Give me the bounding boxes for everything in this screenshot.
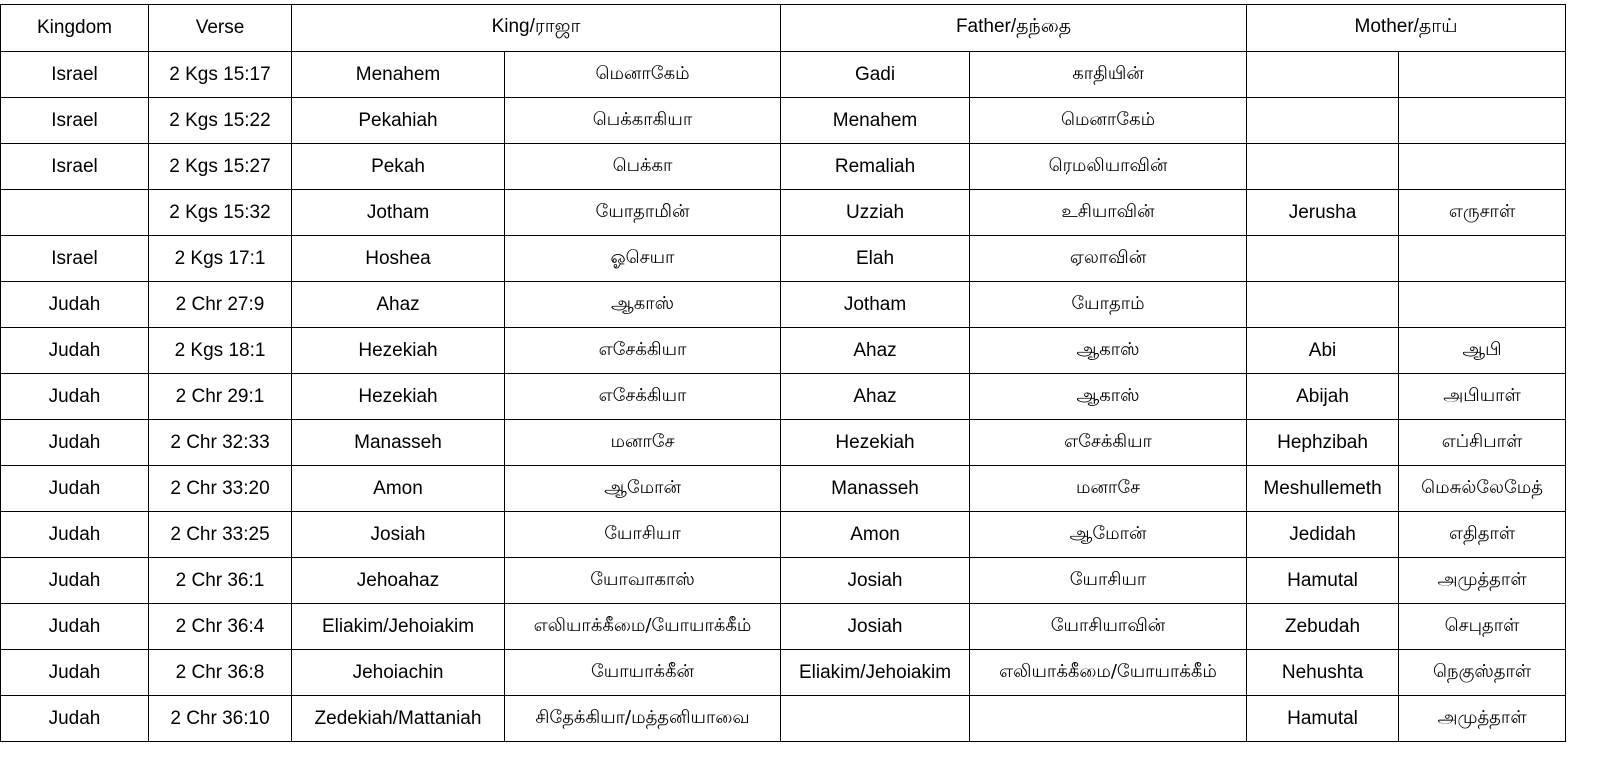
father-tamil-cell: ஆகாஸ் bbox=[970, 328, 1247, 374]
king-english-cell: Hezekiah bbox=[292, 328, 505, 374]
father-english-cell: Jotham bbox=[781, 282, 970, 328]
kings-table bbox=[0, 4, 1566, 742]
mother-tamil-cell: எருசாள் bbox=[1399, 190, 1566, 236]
father-tamil-cell: ஆகாஸ் bbox=[970, 374, 1247, 420]
king-tamil-cell: யோயாக்கீன் bbox=[505, 650, 781, 696]
verse-cell: 2 Chr 36:1 bbox=[149, 558, 292, 604]
father-tamil-cell: ரெமலியாவின் bbox=[970, 144, 1247, 190]
kingdom-cell: Judah bbox=[1, 282, 149, 328]
father-english-cell: Hezekiah bbox=[781, 420, 970, 466]
father-tamil-cell: எலியாக்கீமை/யோயாக்கீம் bbox=[970, 650, 1247, 696]
father-english-cell: Eliakim/Jehoiakim bbox=[781, 650, 970, 696]
kingdom-cell: Judah bbox=[1, 696, 149, 742]
father-english-cell: Uzziah bbox=[781, 190, 970, 236]
king-english-cell: Menahem bbox=[292, 52, 505, 98]
father-english-cell: Menahem bbox=[781, 98, 970, 144]
king-tamil-cell: எசேக்கியா bbox=[505, 328, 781, 374]
verse-cell: 2 Kgs 15:17 bbox=[149, 52, 292, 98]
father-english-cell: Remaliah bbox=[781, 144, 970, 190]
king-tamil-cell: யோசியா bbox=[505, 512, 781, 558]
father-tamil-cell: உசியாவின் bbox=[970, 190, 1247, 236]
father-tamil-cell: ஆமோன் bbox=[970, 512, 1247, 558]
mother-tamil-cell bbox=[1399, 98, 1566, 144]
header-verse: Verse bbox=[149, 5, 292, 52]
king-tamil-cell: ஆமோன் bbox=[505, 466, 781, 512]
father-tamil-cell: யோசியா bbox=[970, 558, 1247, 604]
king-tamil-cell: பெக்கா bbox=[505, 144, 781, 190]
verse-cell: 2 Kgs 17:1 bbox=[149, 236, 292, 282]
king-english-cell: Amon bbox=[292, 466, 505, 512]
king-english-cell: Josiah bbox=[292, 512, 505, 558]
mother-english-cell bbox=[1247, 282, 1399, 328]
mother-english-cell: Jerusha bbox=[1247, 190, 1399, 236]
kingdom-cell: Israel bbox=[1, 52, 149, 98]
kingdom-cell: Judah bbox=[1, 650, 149, 696]
father-english-cell: Manasseh bbox=[781, 466, 970, 512]
verse-cell: 2 Kgs 15:32 bbox=[149, 190, 292, 236]
king-english-cell: Jotham bbox=[292, 190, 505, 236]
father-tamil-cell: எசேக்கியா bbox=[970, 420, 1247, 466]
table-row bbox=[1, 420, 1566, 466]
father-tamil-cell: யோசியாவின் bbox=[970, 604, 1247, 650]
king-english-cell: Zedekiah/Mattaniah bbox=[292, 696, 505, 742]
father-english-cell bbox=[781, 696, 970, 742]
mother-tamil-cell: எப்சிபாள் bbox=[1399, 420, 1566, 466]
father-english-cell: Josiah bbox=[781, 558, 970, 604]
king-tamil-cell: யோதாமின் bbox=[505, 190, 781, 236]
father-english-cell: Ahaz bbox=[781, 374, 970, 420]
king-english-cell: Hoshea bbox=[292, 236, 505, 282]
verse-cell: 2 Chr 29:1 bbox=[149, 374, 292, 420]
table-row bbox=[1, 466, 1566, 512]
mother-tamil-cell: அமுத்தாள் bbox=[1399, 558, 1566, 604]
mother-tamil-cell: ஆபி bbox=[1399, 328, 1566, 374]
father-english-cell: Josiah bbox=[781, 604, 970, 650]
mother-tamil-cell: அபியாள் bbox=[1399, 374, 1566, 420]
king-english-cell: Hezekiah bbox=[292, 374, 505, 420]
mother-english-cell: Hamutal bbox=[1247, 558, 1399, 604]
kingdom-cell: Judah bbox=[1, 512, 149, 558]
mother-english-cell bbox=[1247, 52, 1399, 98]
mother-english-cell bbox=[1247, 236, 1399, 282]
mother-english-cell: Nehushta bbox=[1247, 650, 1399, 696]
king-english-cell: Jehoiachin bbox=[292, 650, 505, 696]
king-english-cell: Jehoahaz bbox=[292, 558, 505, 604]
father-english-cell: Ahaz bbox=[781, 328, 970, 374]
mother-tamil-cell: எதிதாள் bbox=[1399, 512, 1566, 558]
kingdom-cell: Judah bbox=[1, 328, 149, 374]
table-row bbox=[1, 236, 1566, 282]
table-body bbox=[1, 52, 1566, 742]
mother-tamil-cell bbox=[1399, 144, 1566, 190]
mother-tamil-cell: நெகுஸ்தாள் bbox=[1399, 650, 1566, 696]
verse-cell: 2 Chr 33:25 bbox=[149, 512, 292, 558]
table-header bbox=[1, 5, 1566, 52]
table-row bbox=[1, 328, 1566, 374]
verse-cell: 2 Kgs 15:22 bbox=[149, 98, 292, 144]
verse-cell: 2 Chr 36:4 bbox=[149, 604, 292, 650]
mother-tamil-cell bbox=[1399, 52, 1566, 98]
table-row bbox=[1, 374, 1566, 420]
table-row bbox=[1, 696, 1566, 742]
king-english-cell: Pekah bbox=[292, 144, 505, 190]
mother-tamil-cell: செபுதாள் bbox=[1399, 604, 1566, 650]
table-row bbox=[1, 144, 1566, 190]
father-tamil-cell: காதியின் bbox=[970, 52, 1247, 98]
table-row bbox=[1, 190, 1566, 236]
table-row bbox=[1, 650, 1566, 696]
mother-english-cell: Zebudah bbox=[1247, 604, 1399, 650]
kingdom-cell: Judah bbox=[1, 558, 149, 604]
mother-tamil-cell bbox=[1399, 236, 1566, 282]
table-row bbox=[1, 604, 1566, 650]
kingdom-cell: Israel bbox=[1, 144, 149, 190]
table-row bbox=[1, 98, 1566, 144]
verse-cell: 2 Kgs 18:1 bbox=[149, 328, 292, 374]
kings-table-container bbox=[0, 4, 1566, 742]
verse-cell: 2 Chr 36:8 bbox=[149, 650, 292, 696]
father-tamil-cell: மெனாகேம் bbox=[970, 98, 1247, 144]
table-row bbox=[1, 512, 1566, 558]
king-tamil-cell: பெக்காகியா bbox=[505, 98, 781, 144]
kingdom-cell: Judah bbox=[1, 420, 149, 466]
king-tamil-cell: எசேக்கியா bbox=[505, 374, 781, 420]
king-english-cell: Ahaz bbox=[292, 282, 505, 328]
verse-cell: 2 Chr 27:9 bbox=[149, 282, 292, 328]
kingdom-cell: Judah bbox=[1, 374, 149, 420]
header-row bbox=[1, 5, 1566, 52]
mother-english-cell: Abijah bbox=[1247, 374, 1399, 420]
mother-english-cell: Jedidah bbox=[1247, 512, 1399, 558]
header-kingdom: Kingdom bbox=[1, 5, 149, 52]
kingdom-cell bbox=[1, 190, 149, 236]
mother-tamil-cell: அமுத்தாள் bbox=[1399, 696, 1566, 742]
verse-cell: 2 Chr 33:20 bbox=[149, 466, 292, 512]
king-tamil-cell: யோவாகாஸ் bbox=[505, 558, 781, 604]
verse-cell: 2 Chr 36:10 bbox=[149, 696, 292, 742]
king-tamil-cell: ஆகாஸ் bbox=[505, 282, 781, 328]
kingdom-cell: Israel bbox=[1, 236, 149, 282]
king-tamil-cell: சிதேக்கியா/மத்தனியாவை bbox=[505, 696, 781, 742]
table-row bbox=[1, 282, 1566, 328]
table-row bbox=[1, 52, 1566, 98]
king-tamil-cell: எலியாக்கீமை/யோயாக்கீம் bbox=[505, 604, 781, 650]
mother-english-cell: Hamutal bbox=[1247, 696, 1399, 742]
father-english-cell: Elah bbox=[781, 236, 970, 282]
kingdom-cell: Judah bbox=[1, 604, 149, 650]
kingdom-cell: Israel bbox=[1, 98, 149, 144]
header-father: Father/தந்தை bbox=[781, 5, 1247, 52]
header-mother: Mother/தாய் bbox=[1247, 5, 1566, 52]
mother-tamil-cell bbox=[1399, 282, 1566, 328]
king-tamil-cell: மனாசே bbox=[505, 420, 781, 466]
mother-english-cell bbox=[1247, 144, 1399, 190]
king-english-cell: Eliakim/Jehoiakim bbox=[292, 604, 505, 650]
father-tamil-cell bbox=[970, 696, 1247, 742]
father-tamil-cell: ஏலாவின் bbox=[970, 236, 1247, 282]
header-king: King/ராஜா bbox=[292, 5, 781, 52]
mother-english-cell bbox=[1247, 98, 1399, 144]
kingdom-cell: Judah bbox=[1, 466, 149, 512]
father-tamil-cell: யோதாம் bbox=[970, 282, 1247, 328]
king-tamil-cell: ஓசெயா bbox=[505, 236, 781, 282]
king-tamil-cell: மெனாகேம் bbox=[505, 52, 781, 98]
verse-cell: 2 Kgs 15:27 bbox=[149, 144, 292, 190]
father-tamil-cell: மனாசே bbox=[970, 466, 1247, 512]
mother-tamil-cell: மெசுல்லேமேத் bbox=[1399, 466, 1566, 512]
father-english-cell: Amon bbox=[781, 512, 970, 558]
father-english-cell: Gadi bbox=[781, 52, 970, 98]
mother-english-cell: Abi bbox=[1247, 328, 1399, 374]
king-english-cell: Pekahiah bbox=[292, 98, 505, 144]
king-english-cell: Manasseh bbox=[292, 420, 505, 466]
verse-cell: 2 Chr 32:33 bbox=[149, 420, 292, 466]
mother-english-cell: Meshullemeth bbox=[1247, 466, 1399, 512]
table-row bbox=[1, 558, 1566, 604]
mother-english-cell: Hephzibah bbox=[1247, 420, 1399, 466]
